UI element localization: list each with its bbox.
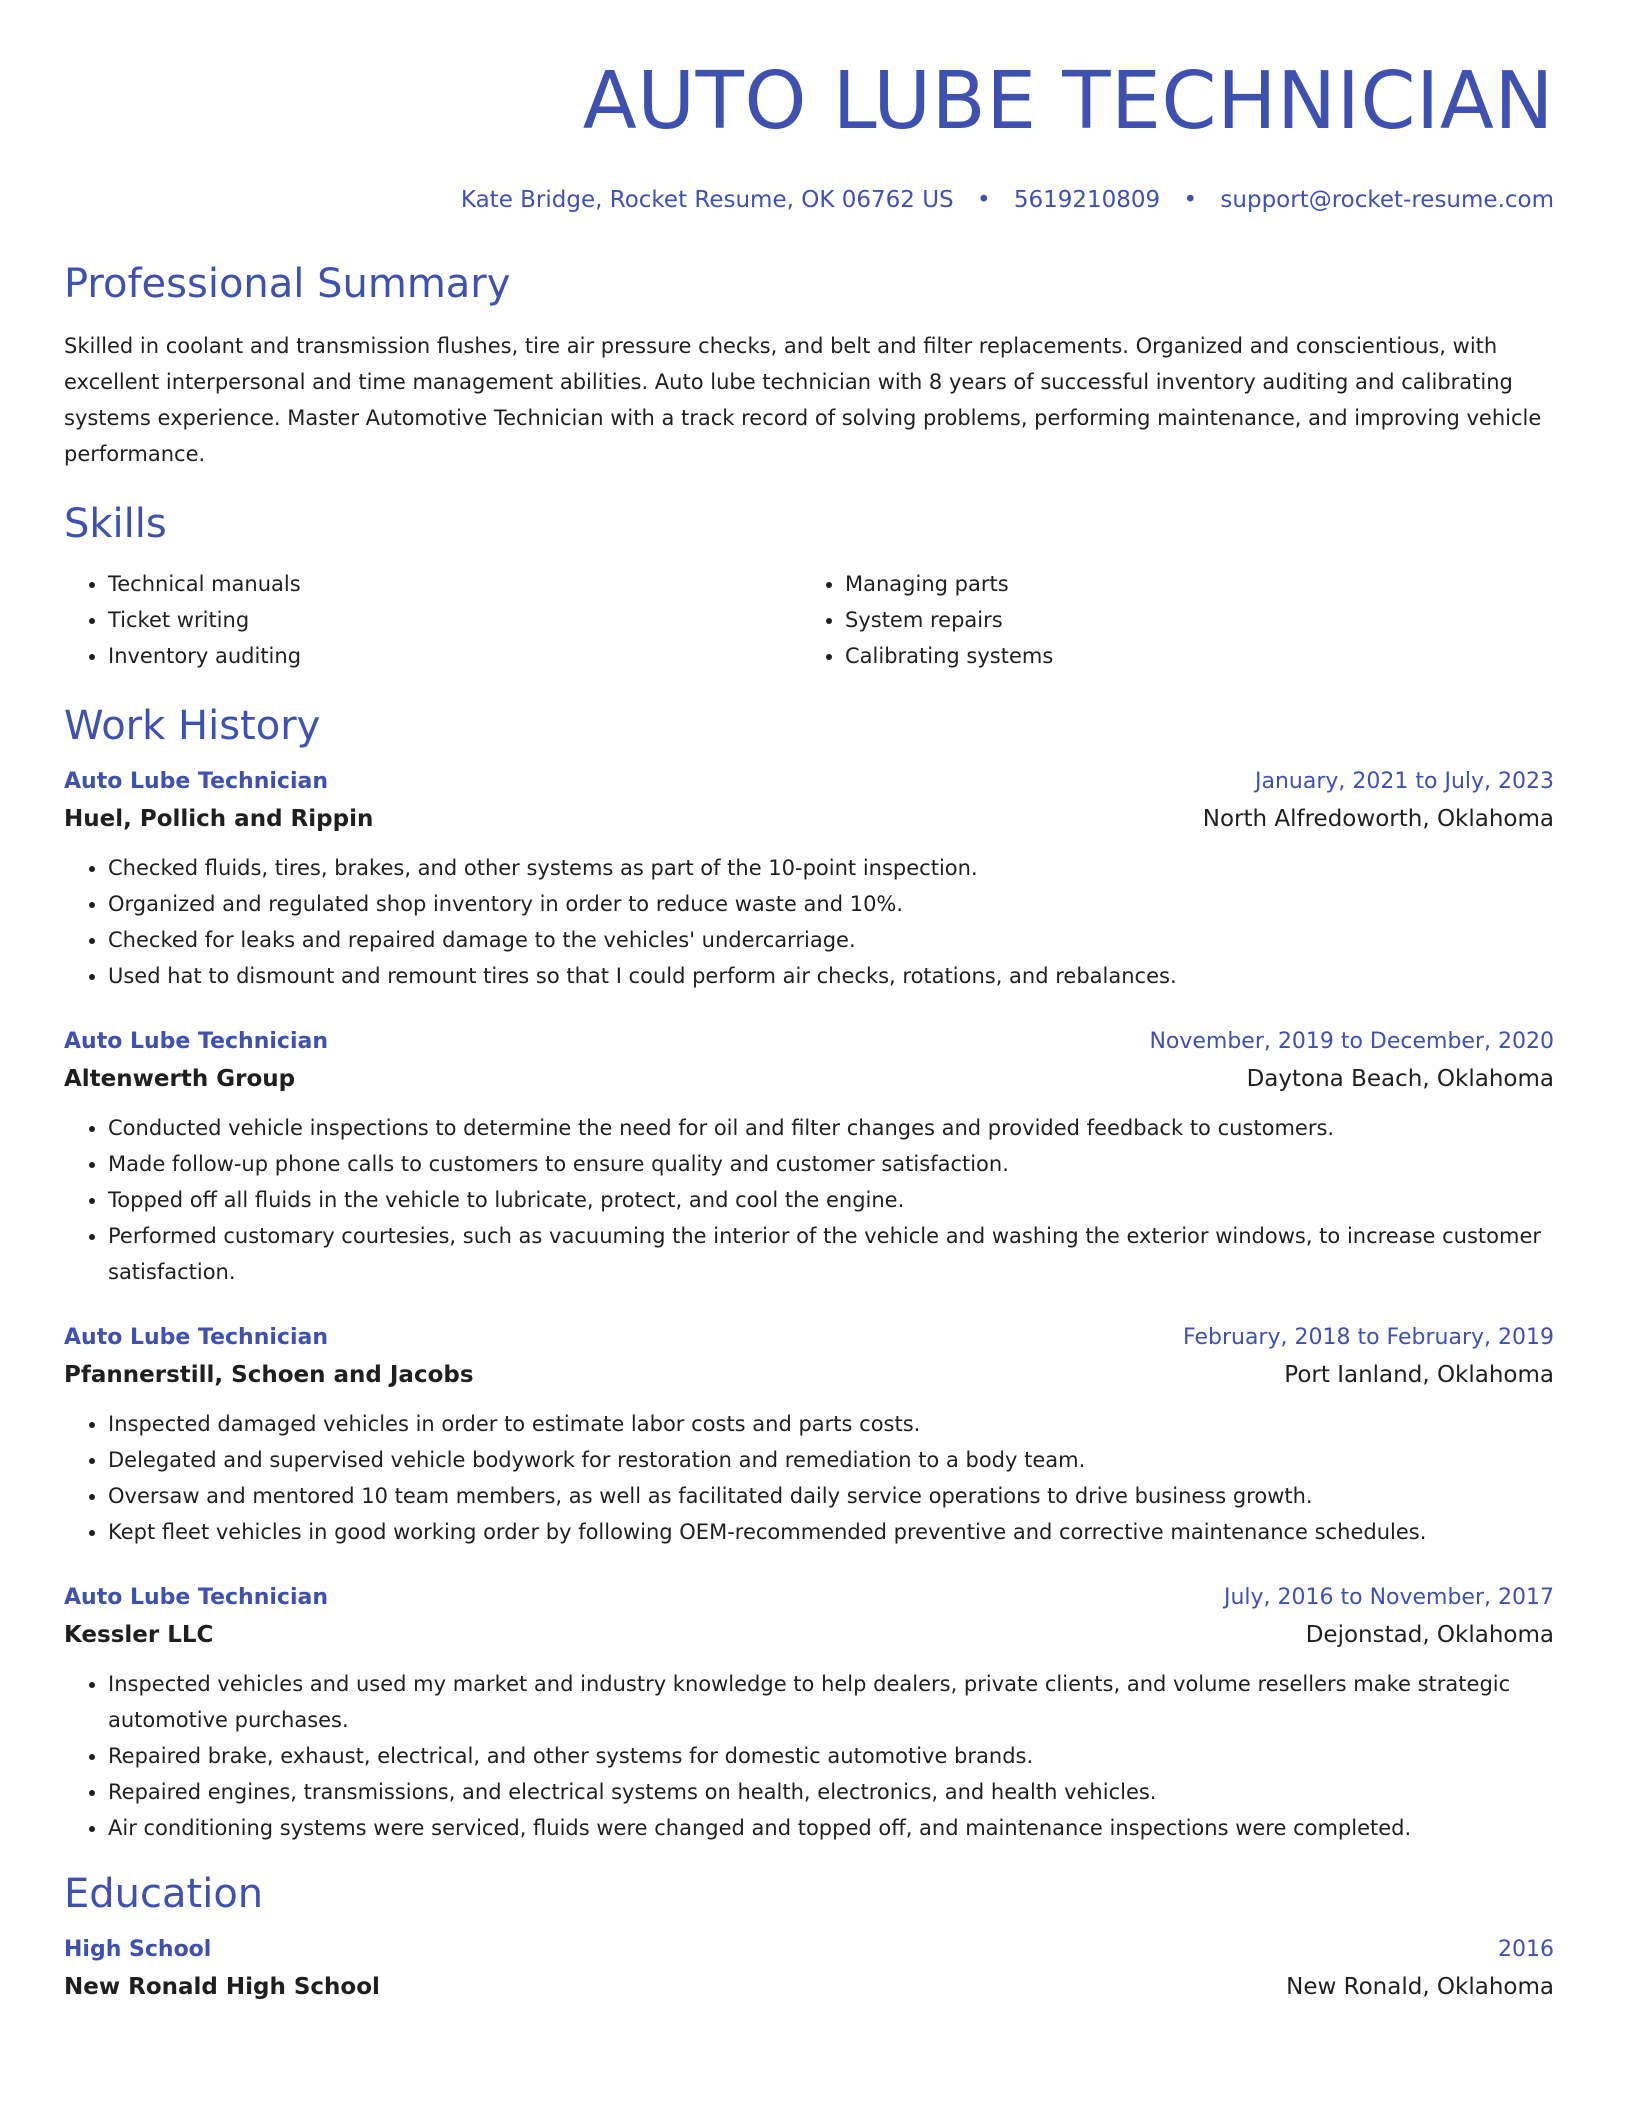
resume-title: AUTO LUBE TECHNICIAN	[582, 55, 1554, 147]
job-entry	[64, 764, 1554, 994]
job-title: Auto Lube Technician	[64, 769, 328, 794]
education-heading: Education	[64, 1871, 264, 1917]
skill-item: • System repairs	[845, 602, 1538, 638]
education-location: New Ronald, Oklahoma	[1286, 1974, 1554, 2000]
contact-separator: •	[1183, 187, 1198, 213]
education-degree: High School	[64, 1937, 212, 1962]
job-bullet: • Organized and regulated shop inventory in order to reduce waste and 10%.	[108, 886, 1554, 922]
job-bullets	[64, 1406, 1554, 1550]
education-school: New Ronald High School	[64, 1974, 380, 2000]
job-bullet: • Conducted vehicle inspections to determine the need for oil and filter changes and provided feedback to customers.	[108, 1110, 1554, 1146]
skill-item: • Calibrating systems	[845, 638, 1538, 674]
skills-column-left	[64, 566, 801, 674]
job-bullet: • Checked fluids, tires, brakes, and other systems as part of the 10-point inspection.	[108, 850, 1554, 886]
job-location: Dejonstad, Oklahoma	[1305, 1622, 1554, 1648]
job-title: Auto Lube Technician	[64, 1325, 328, 1350]
work-history-heading: Work History	[64, 703, 321, 749]
job-company: Kessler LLC	[64, 1622, 214, 1648]
job-bullet: • Kept fleet vehicles in good working order by following OEM-recommended preventive and corrective maintenance schedules.	[108, 1514, 1554, 1550]
job-bullet: • Performed customary courtesies, such as vacuuming the interior of the vehicle and washing the exterior windows, to increase customer satisfaction.	[108, 1218, 1554, 1290]
job-entry	[64, 1580, 1554, 1846]
job-bullet: • Delegated and supervised vehicle bodywork for restoration and remediation to a body team.	[108, 1442, 1554, 1478]
job-company: Huel, Pollich and Rippin	[64, 806, 374, 832]
education-entry	[64, 1932, 1554, 2006]
job-bullet: • Inspected vehicles and used my market and industry knowledge to help dealers, private clients, and volume resellers make strategic automotive purchases.	[108, 1666, 1554, 1738]
skill-item: • Inventory auditing	[108, 638, 801, 674]
job-bullet: • Used hat to dismount and remount tires so that I could perform air checks, rotations, and rebalances.	[108, 958, 1554, 994]
job-dates: November, 2019 to December, 2020	[1149, 1029, 1554, 1054]
job-dates: January, 2021 to July, 2023	[1255, 769, 1554, 794]
job-entry	[64, 1024, 1554, 1290]
summary-heading: Professional Summary	[64, 261, 511, 307]
education-year: 2016	[1498, 1937, 1554, 1962]
job-dates: July, 2016 to November, 2017	[1223, 1585, 1554, 1610]
job-title: Auto Lube Technician	[64, 1585, 328, 1610]
job-bullets	[64, 1110, 1554, 1290]
job-bullet: • Topped off all fluids in the vehicle to lubricate, protect, and cool the engine.	[108, 1182, 1554, 1218]
resume-page	[64, 0, 1554, 2006]
job-company: Altenwerth Group	[64, 1066, 296, 1092]
skill-item: • Technical manuals	[108, 566, 801, 602]
contact-phone: 5619210809	[1013, 187, 1161, 213]
skills-column-right	[801, 566, 1538, 674]
skill-item: • Managing parts	[845, 566, 1538, 602]
job-bullet: • Repaired engines, transmissions, and electrical systems on health, electronics, and health vehicles.	[108, 1774, 1554, 1810]
summary-text: Skilled in coolant and transmission flushes, tire air pressure checks, and belt and filter replacements. Organized and conscientious, with excellent interpersonal and time management abilities. Auto lube technician with 8 years of successful inventory auditing and calibrating systems experience. Master Automotive Technician with a track record of solving problems, performing maintenance, and improving vehicle performance.	[64, 334, 1542, 466]
job-bullet: • Checked for leaks and repaired damage to the vehicles' undercarriage.	[108, 922, 1554, 958]
contact-address: Kate Bridge, Rocket Resume, OK 06762 US	[460, 187, 954, 213]
job-bullet: • Made follow-up phone calls to customers to ensure quality and customer satisfaction.	[108, 1146, 1554, 1182]
job-company: Pfannerstill, Schoen and Jacobs	[64, 1362, 474, 1388]
contact-line	[64, 184, 1554, 216]
contact-separator: •	[976, 187, 991, 213]
job-bullet: • Repaired brake, exhaust, electrical, and other systems for domestic automotive brands.	[108, 1738, 1554, 1774]
job-bullet: • Oversaw and mentored 10 team members, as well as facilitated daily service operations to drive business growth.	[108, 1478, 1554, 1514]
skills-list	[64, 566, 1554, 674]
job-location: Daytona Beach, Oklahoma	[1246, 1066, 1554, 1092]
job-bullets	[64, 1666, 1554, 1846]
job-title: Auto Lube Technician	[64, 1029, 328, 1054]
skills-heading: Skills	[64, 501, 167, 547]
skill-item: • Ticket writing	[108, 602, 801, 638]
job-bullet: • Inspected damaged vehicles in order to estimate labor costs and parts costs.	[108, 1406, 1554, 1442]
job-entry	[64, 1320, 1554, 1550]
job-location: North Alfredoworth, Oklahoma	[1202, 806, 1554, 832]
job-bullet: • Air conditioning systems were serviced, fluids were changed and topped off, and maintenance inspections were completed.	[108, 1810, 1554, 1846]
job-location: Port Ianland, Oklahoma	[1284, 1362, 1554, 1388]
contact-email: support@rocket-resume.com	[1220, 187, 1554, 213]
job-bullets	[64, 850, 1554, 994]
job-dates: February, 2018 to February, 2019	[1183, 1325, 1554, 1350]
